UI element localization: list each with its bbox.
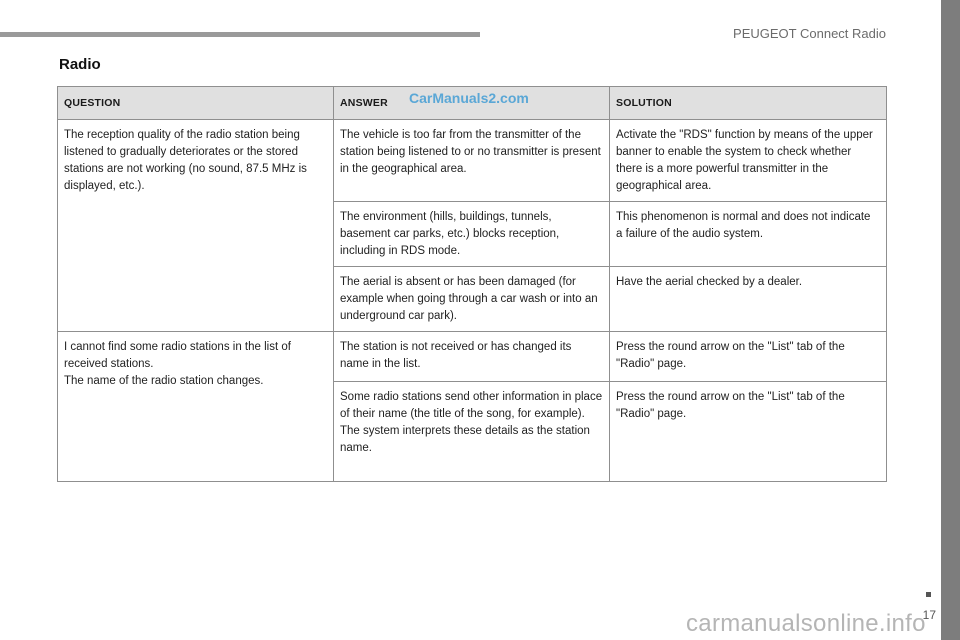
page-number: 17 <box>922 608 936 622</box>
answer-cell: The vehicle is too far from the transmitter of the station being listened to or no transmitter is present in the geographical area. <box>334 120 610 202</box>
section-title: Radio <box>59 56 101 73</box>
table-row <box>58 332 887 382</box>
product-label: PEUGEOT Connect Radio <box>733 26 886 41</box>
question-cell: I cannot find some radio stations in the list of received stations. The name of the radio station changes. <box>58 332 334 482</box>
column-header-question: QUESTION <box>58 87 334 120</box>
watermark-top: CarManuals2.com <box>409 90 529 106</box>
table-row <box>58 120 887 202</box>
answer-cell: The environment (hills, buildings, tunnels, basement car parks, etc.) blocks reception, including in RDS mode. <box>334 202 610 267</box>
column-header-solution: SOLUTION <box>610 87 887 120</box>
question-cell: The reception quality of the radio station being listened to gradually deteriorates or the stored stations are not working (no sound, 87.5 MHz is displayed, etc.). <box>58 120 334 332</box>
page-marker-icon <box>926 592 931 597</box>
solution-cell: Activate the "RDS" function by means of the upper banner to enable the system to check whether there is a more powerful transmitter in the geographical area. <box>610 120 887 202</box>
solution-cell: Have the aerial checked by a dealer. <box>610 267 887 332</box>
watermark-bottom: carmanualsonline.info <box>686 610 926 637</box>
answer-cell: The station is not received or has changed its name in the list. <box>334 332 610 382</box>
troubleshooting-table <box>57 86 887 482</box>
column-header-answer: ANSWER <box>334 87 610 120</box>
header-rule <box>0 32 480 37</box>
solution-cell: This phenomenon is normal and does not indicate a failure of the audio system. <box>610 202 887 267</box>
answer-cell: The aerial is absent or has been damaged (for example when going through a car wash or into an underground car park). <box>334 267 610 332</box>
side-strip <box>941 0 960 640</box>
answer-cell: Some radio stations send other information in place of their name (the title of the song, for example). The system interprets these details as the station name. <box>334 382 610 482</box>
solution-cell: Press the round arrow on the "List" tab of the "Radio" page. <box>610 382 887 482</box>
solution-cell: Press the round arrow on the "List" tab of the "Radio" page. <box>610 332 887 382</box>
